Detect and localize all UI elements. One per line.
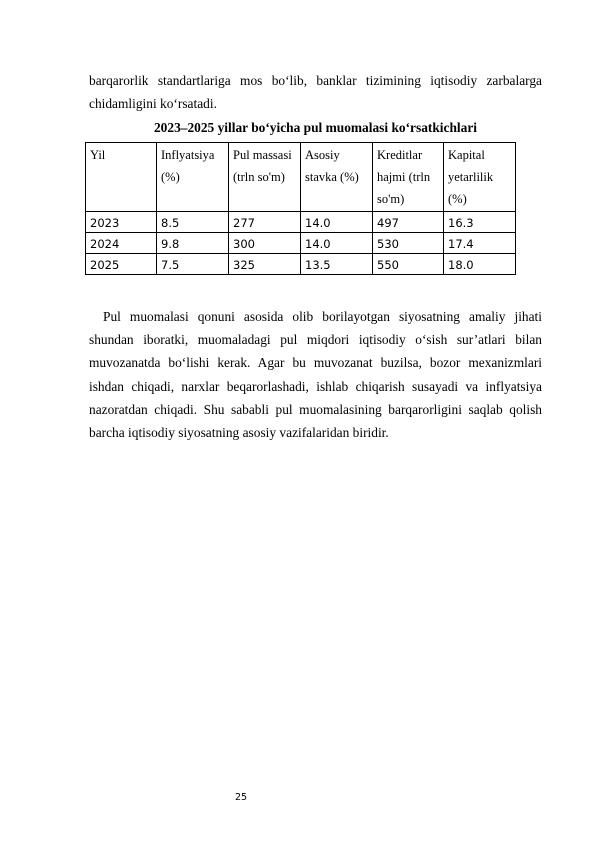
- cell-money-supply: 325: [229, 254, 301, 275]
- cell-capital-adequacy: 17.4: [444, 233, 516, 254]
- cell-money-supply: 300: [229, 233, 301, 254]
- cell-loans-volume: 550: [373, 254, 444, 275]
- table-row: [86, 212, 516, 233]
- header-year: Yil: [86, 143, 157, 212]
- body-paragraph: Pul muomalasi qonuni asosida olib borilayotgan siyosatning amaliy jihati shundan iboratki, muomaladagi pul miqdori iqtisodiy o‘sish sur’atlari bilan muvozanatda bo‘lishi kerak. Agar bu muvozanat buzilsa, bozor mexanizmlari ishdan chiqadi, narxlar beqarorlashadi, ishlab chiqarish susayadi va inflyatsiya nazoratdan chiqadi. Shu sababli pul muomalasining barqarorligini saqlab qolish barcha iqtisodiy siyosatning asosiy vazifalaridan biridir.: [89, 309, 542, 441]
- cell-capital-adequacy: 16.3: [444, 212, 516, 233]
- cell-key-rate: 13.5: [301, 254, 373, 275]
- cell-key-rate: 14.0: [301, 212, 373, 233]
- cell-loans-volume: 530: [373, 233, 444, 254]
- table-row: [86, 233, 516, 254]
- cell-inflation: 7.5: [157, 254, 229, 275]
- header-money-supply: Pul massasi (trln so'm): [229, 143, 301, 212]
- header-inflation: Inflyatsiya (%): [157, 143, 229, 212]
- cell-loans-volume: 497: [373, 212, 444, 233]
- cell-inflation: 9.8: [157, 233, 229, 254]
- page-number: 25: [234, 792, 248, 803]
- cell-key-rate: 14.0: [301, 233, 373, 254]
- intro-paragraph: barqarorlik standartlariga mos bo‘lib, banklar tizimining iqtisodiy zarbalarga chidamligini ko‘rsatadi.: [89, 73, 542, 112]
- table-header-row: [86, 143, 516, 212]
- table-caption: 2023–2025 yillar bo‘yicha pul muomalasi ko‘rsatkichlari: [153, 120, 477, 135]
- cell-year: 2023: [86, 212, 157, 233]
- header-capital-adequacy: Kapital yetarlilik (%): [444, 143, 516, 212]
- indicators-table: [85, 142, 516, 275]
- header-loans-volume: Kreditlar hajmi (trln so'm): [373, 143, 444, 212]
- cell-year: 2024: [86, 233, 157, 254]
- cell-inflation: 8.5: [157, 212, 229, 233]
- cell-money-supply: 277: [229, 212, 301, 233]
- header-key-rate: Asosiy stavka (%): [301, 143, 373, 212]
- cell-year: 2025: [86, 254, 157, 275]
- table-row: [86, 254, 516, 275]
- cell-capital-adequacy: 18.0: [444, 254, 516, 275]
